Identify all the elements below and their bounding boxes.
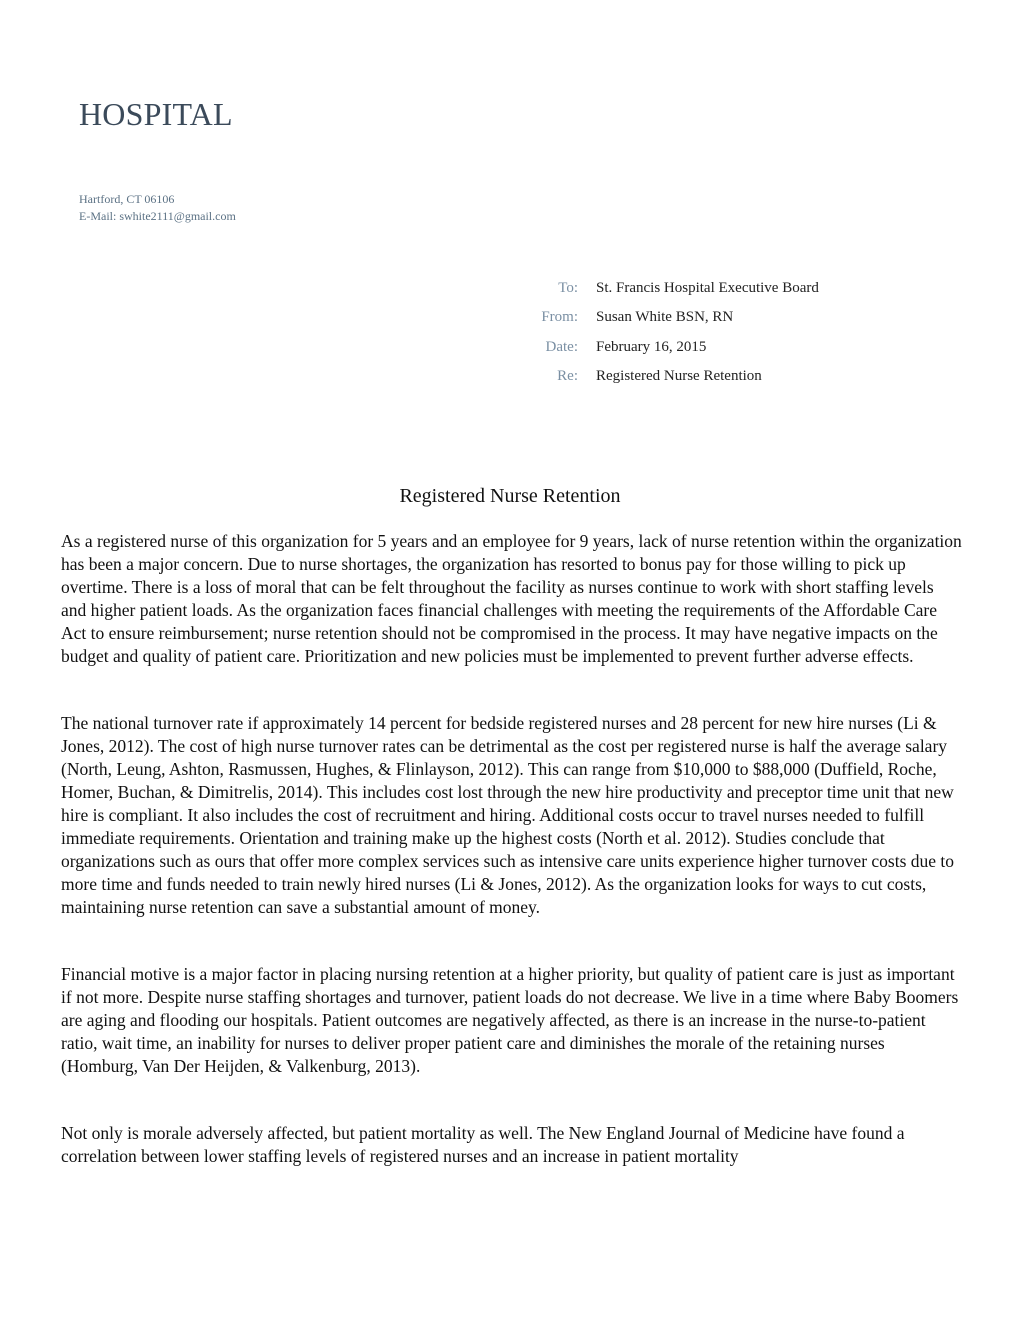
- memo-value-re: Registered Nurse Retention: [596, 368, 762, 385]
- memo-label-date: Date:: [545, 338, 578, 355]
- document-body: [61, 530, 963, 1212]
- memo-header: [500, 274, 920, 391]
- memo-value-date: February 16, 2015: [596, 338, 707, 355]
- body-paragraph: The national turnover rate if approximately 14 percent for bedside registered nurses and 28 percent for new hire nurses (Li & Jones, 2012). The cost of high nurse turnover rates can be detrimental as the cost per registered nurse is half the average salary (North, Leung, Ashton, Rasmussen, Hughes, & Flinlayson, 2012). This can range from $10,000 to $88,000 (Duffield, Roche, Homer, Buchan, & Dimitrelis, 2014). This includes cost lost through the new hire productivity and preceptor time unit that new hire is compliant. It also includes the cost of recruitment and hiring. Additional costs occur to travel nurses needed to fulfill immediate requirements. Orientation and training make up the highest costs (North et al. 2012). Studies conclude that organizations such as ours that offer more complex services such as intensive care units experience higher turnover costs due to more time and funds needed to train newly hired nurses (Li & Jones, 2012). As the organization looks for ways to cut costs, maintaining nurse retention can save a substantial amount of money.: [61, 713, 955, 917]
- memo-row-date: [500, 333, 920, 362]
- memo-row-from: [500, 303, 920, 332]
- address-line: Hartford, CT 06106: [79, 192, 175, 206]
- email-line: E-Mail: swhite2111@gmail.com: [79, 209, 236, 223]
- memo-row-to: [500, 274, 920, 303]
- memo-value-from: Susan White BSN, RN: [596, 309, 734, 326]
- organization-name: HOSPITAL: [79, 96, 233, 132]
- memo-row-re: [500, 362, 920, 391]
- body-paragraph: Not only is morale adversely affected, but patient mortality as well. The New England Journal of Medicine have found a correlation between lower staffing levels of registered nurses and an increase in patient mortality: [61, 1123, 905, 1166]
- body-paragraph: Financial motive is a major factor in placing nursing retention at a higher priority, but quality of patient care is just as important if not more. Despite nurse staffing shortages and turnover, patient loads do not decrease. We live in a time where Baby Boomers are aging and flooding our hospitals. Patient outcomes are negatively affected, as there is an increase in the nurse-to-patient ratio, wait time, an inability for nurses to deliver proper patient care and diminishes the morale of the retaining nurses (Homburg, Van Der Heijden, & Valkenburg, 2013).: [61, 964, 959, 1076]
- memo-label-from: From:: [541, 309, 578, 326]
- memo-label-to: To:: [558, 280, 578, 297]
- memo-label-re: Re:: [557, 368, 578, 385]
- body-paragraph: As a registered nurse of this organization for 5 years and an employee for 9 years, lack of nurse retention within the organization has been a major concern. Due to nurse shortages, the organization has resorted to bonus pay for those willing to pick up overtime. There is a loss of moral that can be felt throughout the facility as nurses continue to work with short staffing levels and higher patient loads. As the organization faces financial challenges with meeting the requirements of the Affordable Care Act to ensure reimbursement; nurse retention should not be compromised in the process. It may have negative impacts on the budget and quality of patient care. Prioritization and new policies must be implemented to prevent further adverse effects.: [61, 531, 962, 666]
- document-title: Registered Nurse Retention: [399, 485, 621, 507]
- contact-block: [79, 191, 236, 225]
- memo-value-to: St. Francis Hospital Executive Board: [596, 280, 819, 297]
